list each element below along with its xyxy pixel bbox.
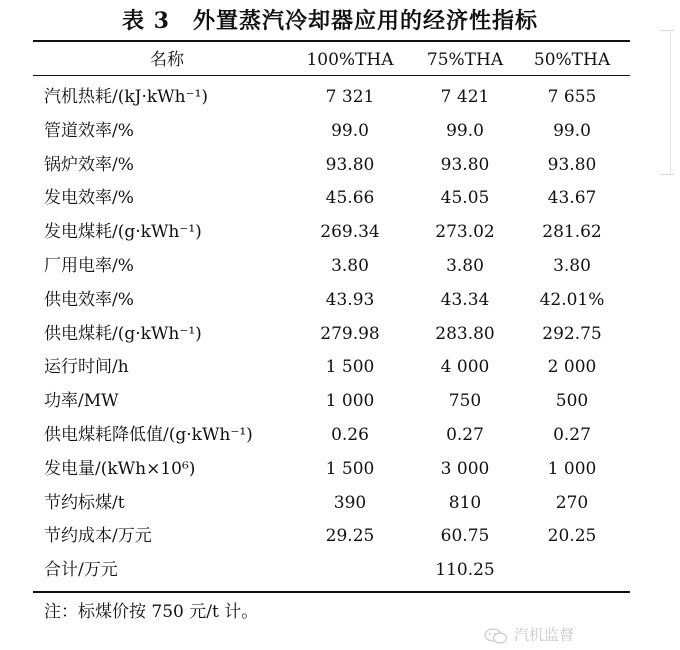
row-label: 发电煤耗/(g·kWh⁻¹) xyxy=(44,222,202,243)
row-value: 42.01% xyxy=(539,289,605,310)
row-value: 7 655 xyxy=(547,87,597,107)
watermark xyxy=(484,624,574,645)
row-value: 7 421 xyxy=(440,87,490,107)
row-label: 合计/万元 xyxy=(44,560,118,581)
row-value: 99.0 xyxy=(553,120,591,141)
header-50-tha: 50%THA xyxy=(533,50,611,70)
row-value: 93.80 xyxy=(440,154,490,175)
row-label: 发电效率/% xyxy=(44,188,134,209)
table-row xyxy=(0,215,680,249)
row-value: 810 xyxy=(448,492,482,513)
row-value: 110.25 xyxy=(435,560,495,581)
row-label: 供电煤耗降低值/(g·kWh⁻¹) xyxy=(44,425,253,445)
row-value: 0.27 xyxy=(446,425,484,445)
row-value: 45.66 xyxy=(325,188,375,209)
row-value: 281.62 xyxy=(542,222,602,243)
row-value: 500 xyxy=(555,391,589,412)
row-value: 750 xyxy=(448,391,482,412)
table-row xyxy=(0,418,680,452)
row-value: 60.75 xyxy=(440,526,490,547)
row-value: 1 000 xyxy=(547,458,597,479)
row-value: 43.34 xyxy=(440,289,490,310)
row-value: 273.02 xyxy=(435,222,495,243)
table-row xyxy=(0,350,680,384)
row-value: 3.80 xyxy=(553,256,591,276)
table-row xyxy=(0,553,680,587)
row-value: 0.26 xyxy=(331,425,369,445)
row-label: 节约标煤/t xyxy=(44,492,125,513)
row-value: 2 000 xyxy=(547,357,597,378)
row-label: 管道效率/% xyxy=(44,120,134,141)
table-top-rule xyxy=(33,40,630,42)
row-value: 99.0 xyxy=(446,120,484,141)
row-value: 4 000 xyxy=(440,357,490,378)
row-label: 运行时间/h xyxy=(44,357,129,378)
row-value: 1 500 xyxy=(325,357,375,378)
table-row xyxy=(0,452,680,486)
table-header xyxy=(0,44,680,74)
table-row xyxy=(0,80,680,114)
row-value: 279.98 xyxy=(320,323,380,344)
row-value: 43.93 xyxy=(325,289,375,310)
table-row xyxy=(0,519,680,553)
row-label: 供电效率/% xyxy=(44,289,134,310)
page-edge-tick xyxy=(660,30,674,31)
row-label: 厂用电率/% xyxy=(44,256,134,276)
table-title: 表 3 外置蒸汽冷却器应用的经济性指标 xyxy=(122,8,538,34)
table-row xyxy=(0,283,680,317)
row-value: 3.80 xyxy=(446,256,484,276)
header-100-tha: 100%THA xyxy=(306,50,394,70)
row-value: 270 xyxy=(555,492,589,513)
row-label: 节约成本/万元 xyxy=(44,526,152,547)
table-bottom-rule xyxy=(33,591,630,593)
row-value: 93.80 xyxy=(325,154,375,175)
table-header-rule xyxy=(33,75,630,76)
page-edge-tick xyxy=(660,174,674,175)
table-row xyxy=(0,317,680,351)
header-name: 名称 xyxy=(150,50,184,70)
table-row xyxy=(0,486,680,520)
row-value: 3.80 xyxy=(331,256,369,276)
table-row xyxy=(0,114,680,148)
table-row xyxy=(0,148,680,182)
row-value: 43.67 xyxy=(547,188,597,209)
table-row xyxy=(0,384,680,418)
wechat-icon xyxy=(484,628,508,644)
row-value: 99.0 xyxy=(331,120,369,141)
row-value: 93.80 xyxy=(547,154,597,175)
row-label: 汽机热耗/(kJ·kWh⁻¹) xyxy=(44,87,209,107)
table-note: 注：标煤价按 750 元/t 计。 xyxy=(44,602,259,622)
row-label: 发电量/(kWh×10⁶) xyxy=(44,458,196,479)
row-value: 7 321 xyxy=(325,87,375,107)
watermark-text: 汽机监督 xyxy=(514,626,575,644)
row-label: 功率/MW xyxy=(44,391,119,412)
row-value: 283.80 xyxy=(435,323,495,344)
table-row xyxy=(0,249,680,283)
row-value: 29.25 xyxy=(325,526,375,547)
row-value: 292.75 xyxy=(542,323,602,344)
row-value: 1 500 xyxy=(325,458,375,479)
row-value: 269.34 xyxy=(320,222,380,243)
table-row xyxy=(0,181,680,215)
header-75-tha: 75%THA xyxy=(426,50,504,70)
row-value: 45.05 xyxy=(440,188,490,209)
row-label: 供电煤耗/(g·kWh⁻¹) xyxy=(44,323,202,344)
page-edge-line xyxy=(670,30,671,175)
row-value: 0.27 xyxy=(553,425,591,445)
row-value: 1 000 xyxy=(325,391,375,412)
row-value: 3 000 xyxy=(440,458,490,479)
row-value: 390 xyxy=(333,492,367,513)
row-label: 锅炉效率/% xyxy=(44,154,134,175)
row-value: 20.25 xyxy=(547,526,597,547)
